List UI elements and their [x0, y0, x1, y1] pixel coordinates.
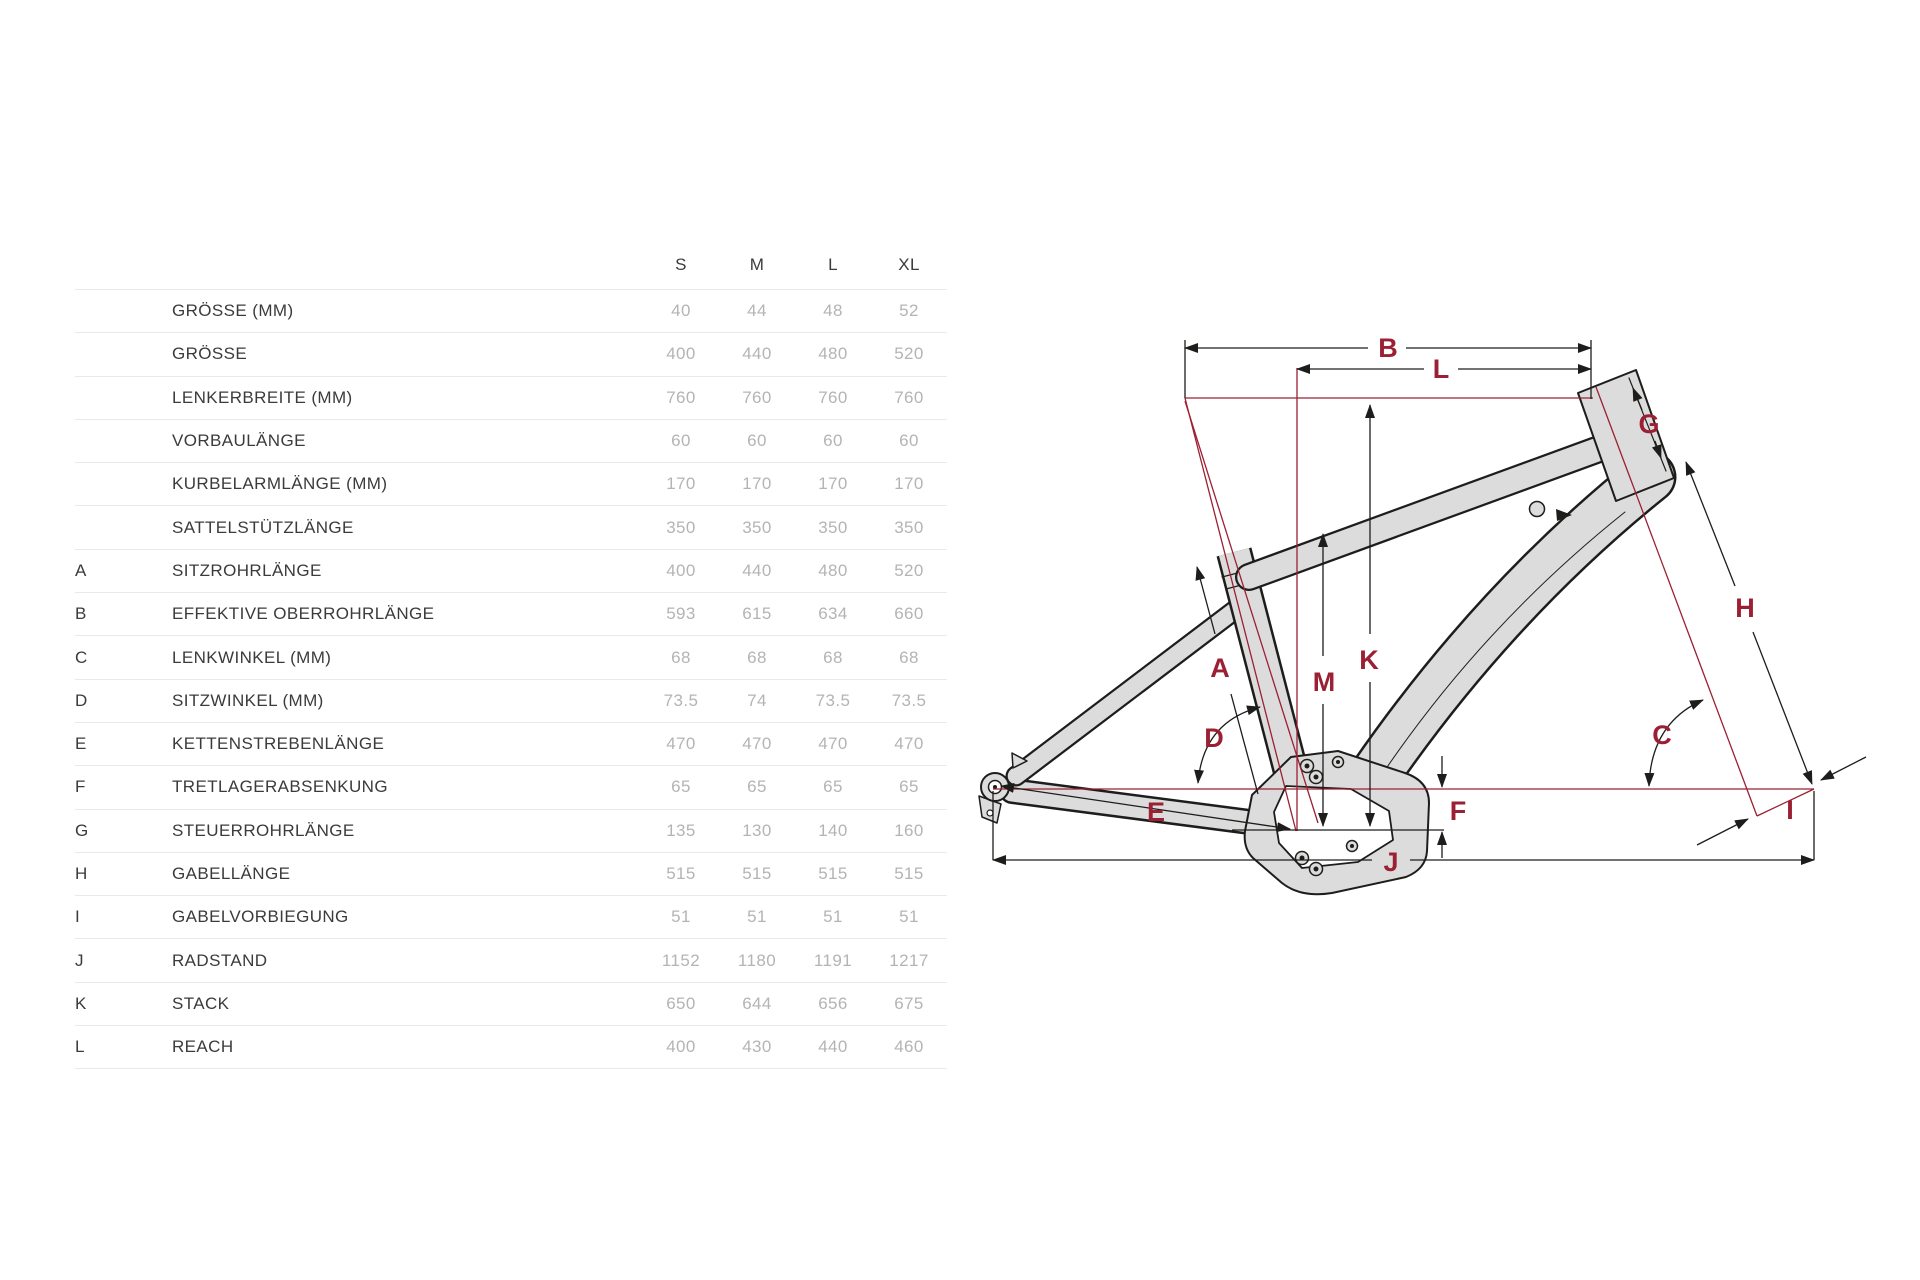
row-value: 350: [666, 517, 696, 537]
row-value: 400: [666, 560, 696, 580]
dim-H-upper: [1686, 462, 1735, 586]
dim-label-K: K: [1359, 645, 1379, 675]
row-value: 634: [818, 604, 848, 624]
row-name: STACK: [172, 993, 230, 1013]
row-name: REACH: [172, 1037, 234, 1057]
row-value: 644: [742, 993, 772, 1013]
row-value: 440: [742, 344, 772, 364]
row-name: EFFEKTIVE OBERROHRLÄNGE: [172, 604, 435, 624]
dim-label-E: E: [1146, 797, 1166, 827]
row-letter: L: [75, 1037, 85, 1057]
dim-label-G: G: [1638, 409, 1660, 439]
row-value: 140: [818, 820, 848, 840]
dim-label-D: D: [1204, 723, 1224, 753]
row-value: 170: [742, 474, 772, 494]
row-value: 65: [671, 777, 691, 797]
row-value: 400: [666, 344, 696, 364]
dim-label-L: L: [1432, 354, 1450, 384]
row-letter: I: [75, 907, 81, 927]
row-name: SITZROHRLÄNGE: [172, 560, 322, 580]
size-header-m: M: [749, 254, 765, 274]
row-name: TRETLAGERABSENKUNG: [172, 777, 388, 797]
row-value: 60: [671, 431, 691, 451]
row-name: GRÖSSE (MM): [172, 301, 294, 321]
row-value: 170: [894, 474, 924, 494]
seat-angle-line: [1185, 398, 1296, 831]
row-value: 65: [823, 777, 843, 797]
row-letter: A: [75, 560, 87, 580]
row-value: 760: [894, 387, 924, 407]
dim-label-C: C: [1652, 720, 1672, 750]
dim-label-B: B: [1378, 333, 1398, 363]
row-value: 60: [747, 431, 767, 451]
row-letter: B: [75, 604, 87, 624]
row-value: 160: [894, 820, 924, 840]
row-letter: F: [75, 777, 86, 797]
row-value: 520: [894, 560, 924, 580]
row-value: 515: [894, 864, 924, 883]
row-value: 130: [742, 820, 772, 840]
row-name: RADSTAND: [172, 950, 268, 970]
dim-label-M: M: [1312, 667, 1336, 697]
row-letter: G: [75, 820, 89, 840]
row-value: 470: [742, 734, 772, 754]
dim-label-I: I: [1786, 795, 1794, 825]
row-value: 1180: [737, 950, 777, 970]
row-name: STEUERROHRLÄNGE: [172, 820, 355, 840]
dim-label-J: J: [1383, 847, 1399, 877]
row-value: 51: [671, 907, 691, 927]
row-name: LENKWINKEL (MM): [172, 647, 332, 667]
dim-label-A: A: [1210, 653, 1230, 683]
row-name: GABELVORBIEGUNG: [172, 907, 349, 927]
row-letter: K: [75, 993, 87, 1013]
row-value: 760: [742, 387, 772, 407]
row-value: 656: [818, 993, 848, 1013]
row-value: 52: [899, 301, 919, 321]
row-value: 73.5: [891, 690, 927, 710]
row-value: 51: [823, 907, 843, 927]
row-name: SATTELSTÜTZLÄNGE: [172, 517, 354, 537]
row-value: 350: [894, 517, 924, 537]
row-value: 68: [747, 647, 767, 667]
row-name: GRÖSSE: [172, 344, 248, 364]
row-value: 48: [823, 301, 843, 321]
row-value: 480: [818, 344, 848, 364]
row-value: 1152: [661, 950, 701, 970]
row-value: 68: [823, 647, 843, 667]
row-value: 65: [747, 777, 767, 797]
size-header-xl: XL: [898, 254, 920, 274]
row-value: 660: [894, 604, 924, 624]
row-name: SITZWINKEL (MM): [172, 690, 324, 710]
row-value: 515: [742, 864, 772, 883]
row-value: 760: [666, 387, 696, 407]
row-name: KETTENSTREBENLÄNGE: [172, 734, 385, 754]
row-letter: C: [75, 647, 88, 667]
dim-label-F: F: [1449, 796, 1467, 826]
row-value: 170: [818, 474, 848, 494]
row-value: 40: [671, 301, 691, 321]
row-value: 44: [747, 301, 767, 321]
dim-H-lower: [1753, 632, 1812, 784]
row-value: 1191: [813, 950, 853, 970]
row-name: KURBELARMLÄNGE (MM): [172, 474, 388, 494]
row-value: 60: [899, 431, 919, 451]
dim-I-right: [1821, 757, 1866, 780]
steering-axis-line: [1596, 387, 1757, 816]
row-value: 440: [742, 560, 772, 580]
row-value: 675: [894, 993, 924, 1013]
row-value: 515: [666, 864, 696, 883]
row-value: 615: [742, 604, 772, 624]
head-tube: [1578, 370, 1674, 501]
dim-I-left: [1697, 819, 1748, 845]
row-value: 520: [894, 344, 924, 364]
row-value: 135: [666, 820, 696, 840]
row-value: 515: [818, 864, 848, 883]
row-value: 400: [666, 1037, 696, 1057]
row-value: 593: [666, 604, 696, 624]
row-value: 470: [666, 734, 696, 754]
row-name: GABELLÄNGE: [172, 864, 291, 883]
row-letter: D: [75, 690, 88, 710]
row-name: VORBAULÄNGE: [172, 431, 306, 451]
seat-tube-axis-line: [1185, 401, 1318, 823]
size-header-l: L: [828, 254, 838, 274]
row-value: 350: [818, 517, 848, 537]
row-value: 430: [742, 1037, 772, 1057]
row-value: 51: [747, 907, 767, 927]
row-value: 68: [671, 647, 691, 667]
row-value: 470: [894, 734, 924, 754]
row-name: LENKERBREITE (MM): [172, 387, 353, 407]
row-value: 60: [823, 431, 843, 451]
row-value: 1217: [889, 950, 929, 970]
down-tube-bolt: [1530, 502, 1545, 517]
row-value: 460: [894, 1037, 924, 1057]
row-value: 65: [899, 777, 919, 797]
row-value: 480: [818, 560, 848, 580]
row-letter: E: [75, 734, 87, 754]
row-letter: H: [75, 864, 88, 883]
size-header-s: S: [675, 254, 687, 274]
row-value: 73.5: [663, 690, 699, 710]
dim-label-H: H: [1735, 593, 1755, 623]
row-value: 440: [818, 1037, 848, 1057]
row-value: 73.5: [815, 690, 851, 710]
row-value: 68: [899, 647, 919, 667]
row-value: 51: [899, 907, 919, 927]
row-value: 470: [818, 734, 848, 754]
row-value: 650: [666, 993, 696, 1013]
row-letter: J: [75, 950, 84, 970]
row-value: 350: [742, 517, 772, 537]
bike-frame-illustration: [979, 370, 1674, 894]
row-value: 760: [818, 387, 848, 407]
row-value: 74: [747, 690, 767, 710]
row-value: 170: [666, 474, 696, 494]
